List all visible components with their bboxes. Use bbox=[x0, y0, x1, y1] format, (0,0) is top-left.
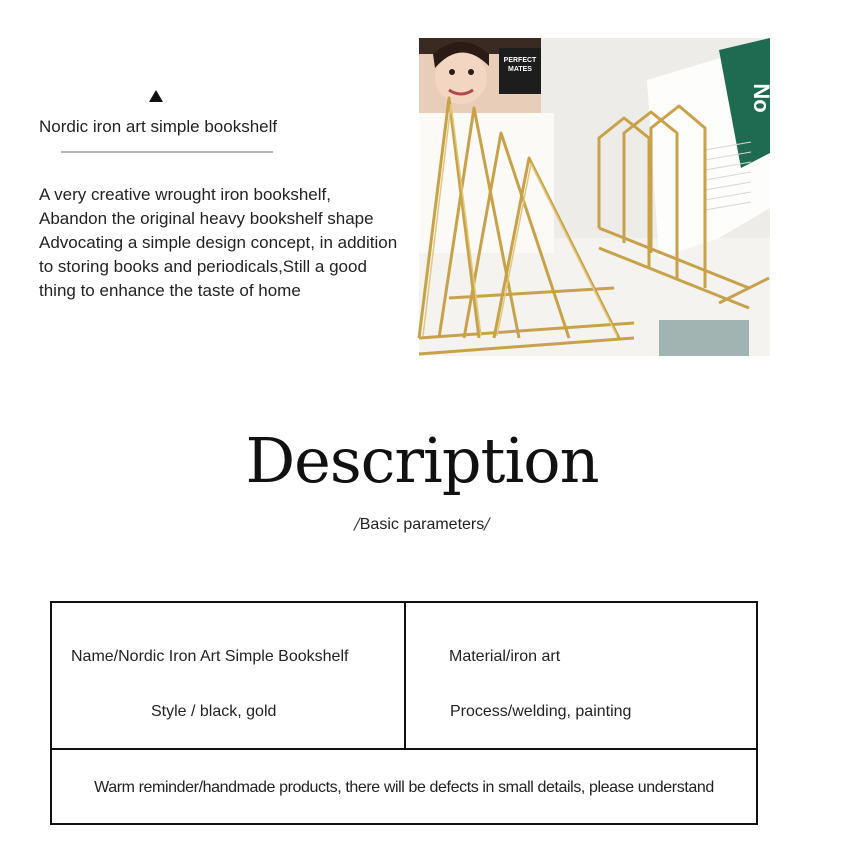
intro-text bbox=[39, 183, 419, 303]
param-name: Name/Nordic Iron Art Simple Bookshelf bbox=[71, 648, 349, 665]
intro-triangle-icon bbox=[149, 90, 163, 102]
bookshelf-photo-illustration bbox=[419, 38, 774, 356]
intro-heading: Nordic iron art simple bookshelf bbox=[39, 117, 278, 136]
intro-line: to storing books and periodicals,Still a good bbox=[39, 257, 367, 276]
magazine-text-2: MATES bbox=[508, 66, 532, 73]
magazine-text-1: PERFECT bbox=[503, 57, 537, 64]
slash-left: / bbox=[354, 514, 360, 533]
table-vertical-divider bbox=[404, 603, 406, 748]
table-horizontal-divider bbox=[52, 748, 756, 750]
intro-line: Advocating a simple design concept, in addition bbox=[39, 233, 398, 252]
intro-rule bbox=[61, 151, 273, 153]
product-photo bbox=[419, 38, 774, 356]
parameters-table bbox=[50, 601, 758, 825]
book-spine-text: No bbox=[749, 83, 774, 113]
slash-right: / bbox=[484, 514, 490, 533]
intro-line: A very creative wrought iron bookshelf, bbox=[39, 185, 331, 204]
param-style: Style / black, gold bbox=[151, 703, 277, 720]
param-material: Material/iron art bbox=[449, 648, 561, 665]
subtitle-text: Basic parameters bbox=[359, 516, 485, 533]
param-reminder: Warm reminder/handmade products, there will be defects in small details, please understand bbox=[94, 779, 714, 796]
description-subtitle bbox=[0, 514, 844, 534]
intro-line: Abandon the original heavy bookshelf shape bbox=[39, 209, 374, 228]
intro-line: thing to enhance the taste of home bbox=[39, 281, 301, 300]
description-title: Description bbox=[245, 424, 599, 497]
param-process: Process/welding, painting bbox=[450, 703, 632, 720]
